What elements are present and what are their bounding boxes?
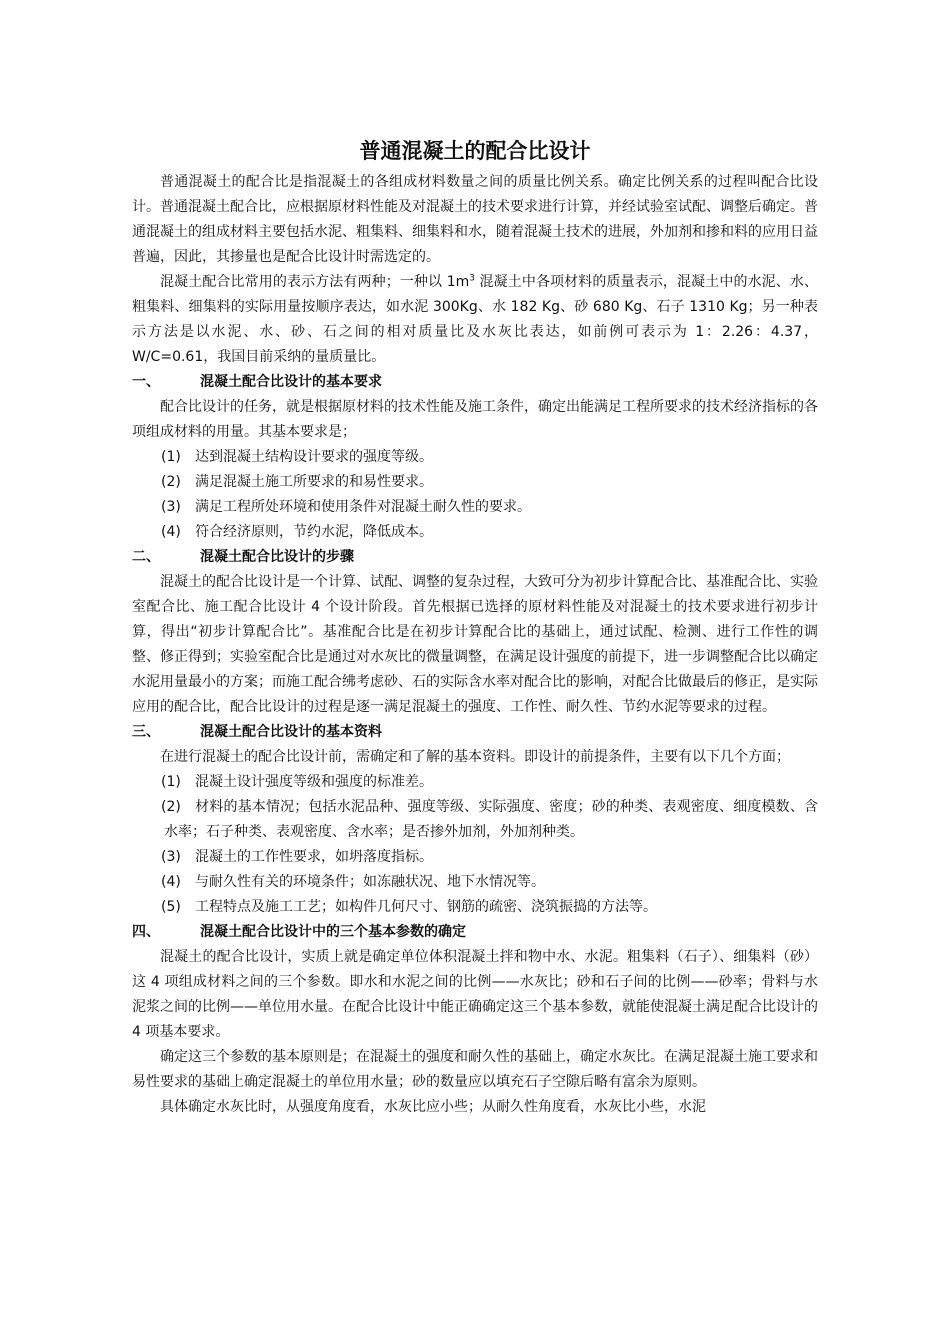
list-number: (3): [161, 499, 181, 515]
list-text: 符合经济原则，节约水泥，降低成本。: [195, 524, 433, 540]
expression-text-after: 混凝土中各项材料的质量表示，混凝土中的水泥、水、粗集料、细集料的实际用量按顺序表达，如水泥 300Kg、水 182 Kg、砂 680 Kg、石子 1310 Kg；另一种表示方法是以水泥、水、砂、石之间的相对质量比及水灰比表达，如前例可表示为 1：2.26：4.37，W/C=0.61，我国目前采纳的量质量比。: [132, 274, 818, 365]
intro-paragraph: 普通混凝土的配合比是指混凝土的各组成材料数量之间的质量比例关系。确定比例关系的过程叫配合比设计。普通混凝土配合比，应根据原材料性能及对混凝土的技术要求进行计算，并经试验室试配、调整后确定。普通混凝土的组成材料主要包括水泥、粗集料、细集料和水，随着混凝土技术的进展，外加剂和掺和料的应用日益普遍，因此，其掺量也是配合比设计时需选定的。: [132, 174, 818, 265]
section4-paragraph-3: 具体确定水灰比时，从强度角度看，水灰比应小些；从耐久性角度看，水灰比小些，水泥: [160, 1099, 706, 1115]
document-title: 普通混凝土的配合比设计: [359, 139, 591, 163]
list-item: [132, 445, 818, 470]
list-item: [132, 795, 818, 845]
list-text: 达到混凝土结构设计要求的强度等级。: [195, 449, 433, 465]
list-text: 与耐久性有关的环境条件；如冻融状况、地下水情况等。: [195, 874, 545, 890]
list-text: 满足工程所处环境和使用条件对混凝土耐久性的要求。: [195, 499, 531, 515]
section1-title: 混凝土配合比设计的基本要求: [200, 374, 382, 390]
section3-paragraph: 在进行混凝土的配合比设计前，需确定和了解的基本资料。即设计的前提条件，主要有以下几个方面；: [160, 749, 790, 765]
section2-number: 二、: [132, 549, 160, 565]
section3-number: 三、: [132, 724, 160, 740]
list-item: [132, 470, 818, 495]
section4-paragraph-2: 确定这三个参数的基本原则是；在混凝土的强度和耐久性的基础上，确定水灰比。在满足混凝土施工要求和易性要求的基础上确定混凝土的单位用水量；砂的数量应以填充石子空隙后略有富余为原则。: [132, 1049, 818, 1090]
list-item: [132, 895, 818, 920]
section4-paragraph-1: 混凝土的配合比设计，实质上就是确定单位体积混凝土拌和物中水、水泥。粗集料（石子）、细集料（砂）这 4 项组成材料之间的三个参数。即水和水泥之间的比例——水灰比；砂和石子间的比例——砂率；骨料与水泥浆之间的比例——单位用水量。在配合比设计中能正确确定这三个基本参数，就能使混凝土满足配合比设计的 4 项基本要求。: [132, 949, 818, 1040]
list-text: 工程特点及施工工艺；如构件几何尺寸、钢筋的疏密、浇筑振捣的方法等。: [195, 899, 657, 915]
list-text: 混凝土的工作性要求，如坍落度指标。: [195, 849, 433, 865]
list-text: 满足混凝土施工所要求的和易性要求。: [195, 474, 433, 490]
list-text: 混凝土设计强度等级和强度的标准差。: [195, 774, 433, 790]
list-number: (4): [161, 524, 181, 540]
section4-number: 四、: [132, 924, 160, 940]
expression-paragraph: [132, 270, 818, 370]
section2-title: 混凝土配合比设计的步骤: [200, 549, 354, 565]
list-item: [132, 520, 818, 545]
section3-title: 混凝土配合比设计的基本资料: [200, 724, 382, 740]
section1-number: 一、: [132, 374, 160, 390]
list-item: [132, 495, 818, 520]
list-number: (2): [161, 474, 181, 490]
list-number: (4): [161, 874, 181, 890]
expression-text-before: 混凝土配合比常用的表示方法有两种；一种以 1m: [160, 274, 470, 290]
list-item: [132, 770, 818, 795]
document-body: [132, 136, 818, 1120]
section4-heading: [132, 920, 818, 945]
list-number: (1): [161, 449, 181, 465]
list-number: (3): [161, 849, 181, 865]
section3-heading: [132, 720, 818, 745]
section1-heading: [132, 370, 818, 395]
list-item: [132, 870, 818, 895]
superscript-three: 3: [469, 273, 475, 284]
section4-title: 混凝土配合比设计中的三个基本参数的确定: [200, 924, 466, 940]
list-number: (1): [161, 774, 181, 790]
list-item: [132, 845, 818, 870]
list-number: (5): [161, 899, 181, 915]
section2-heading: [132, 545, 818, 570]
list-number: (2): [161, 799, 181, 815]
section2-paragraph: 混凝土的配合比设计是一个计算、试配、调整的复杂过程，大致可分为初步计算配合比、基准配合比、实验室配合比、施工配合比设计 4 个设计阶段。首先根据已选择的原材料性能及对混凝土的技术要求进行初步计算，得出“初步计算配合比”。基准配合比是在初步计算配合比的基础上，通过试配、检测、进行工作性的调整、修正得到；实验室配合比是通过对水灰比的微量调整，在满足设计强度的前提下，进一步调整配合比以确定水泥用量最小的方案；而施工配合绋考虑砂、石的实际含水率对配合比的影响，对配合比做最后的修正，是实际应用的配合比，配合比设计的过程是逐一满足混凝土的强度、工作性、耐久性、节约水泥等要求的过程。: [132, 574, 818, 715]
list-text: 材料的基本情况；包括水泥品种、强度等级、实际强度、密度；砂的种类、表观密度、细度模数、含水率；石子种类、表观密度、含水率；是否掺外加剂，外加剂种类。: [164, 799, 818, 840]
section1-paragraph: 配合比设计的任务，就是根据原材料的技术性能及施工条件，确定出能满足工程所要求的技术经济指标的各项组成材料的用量。其基本要求是；: [132, 399, 818, 440]
